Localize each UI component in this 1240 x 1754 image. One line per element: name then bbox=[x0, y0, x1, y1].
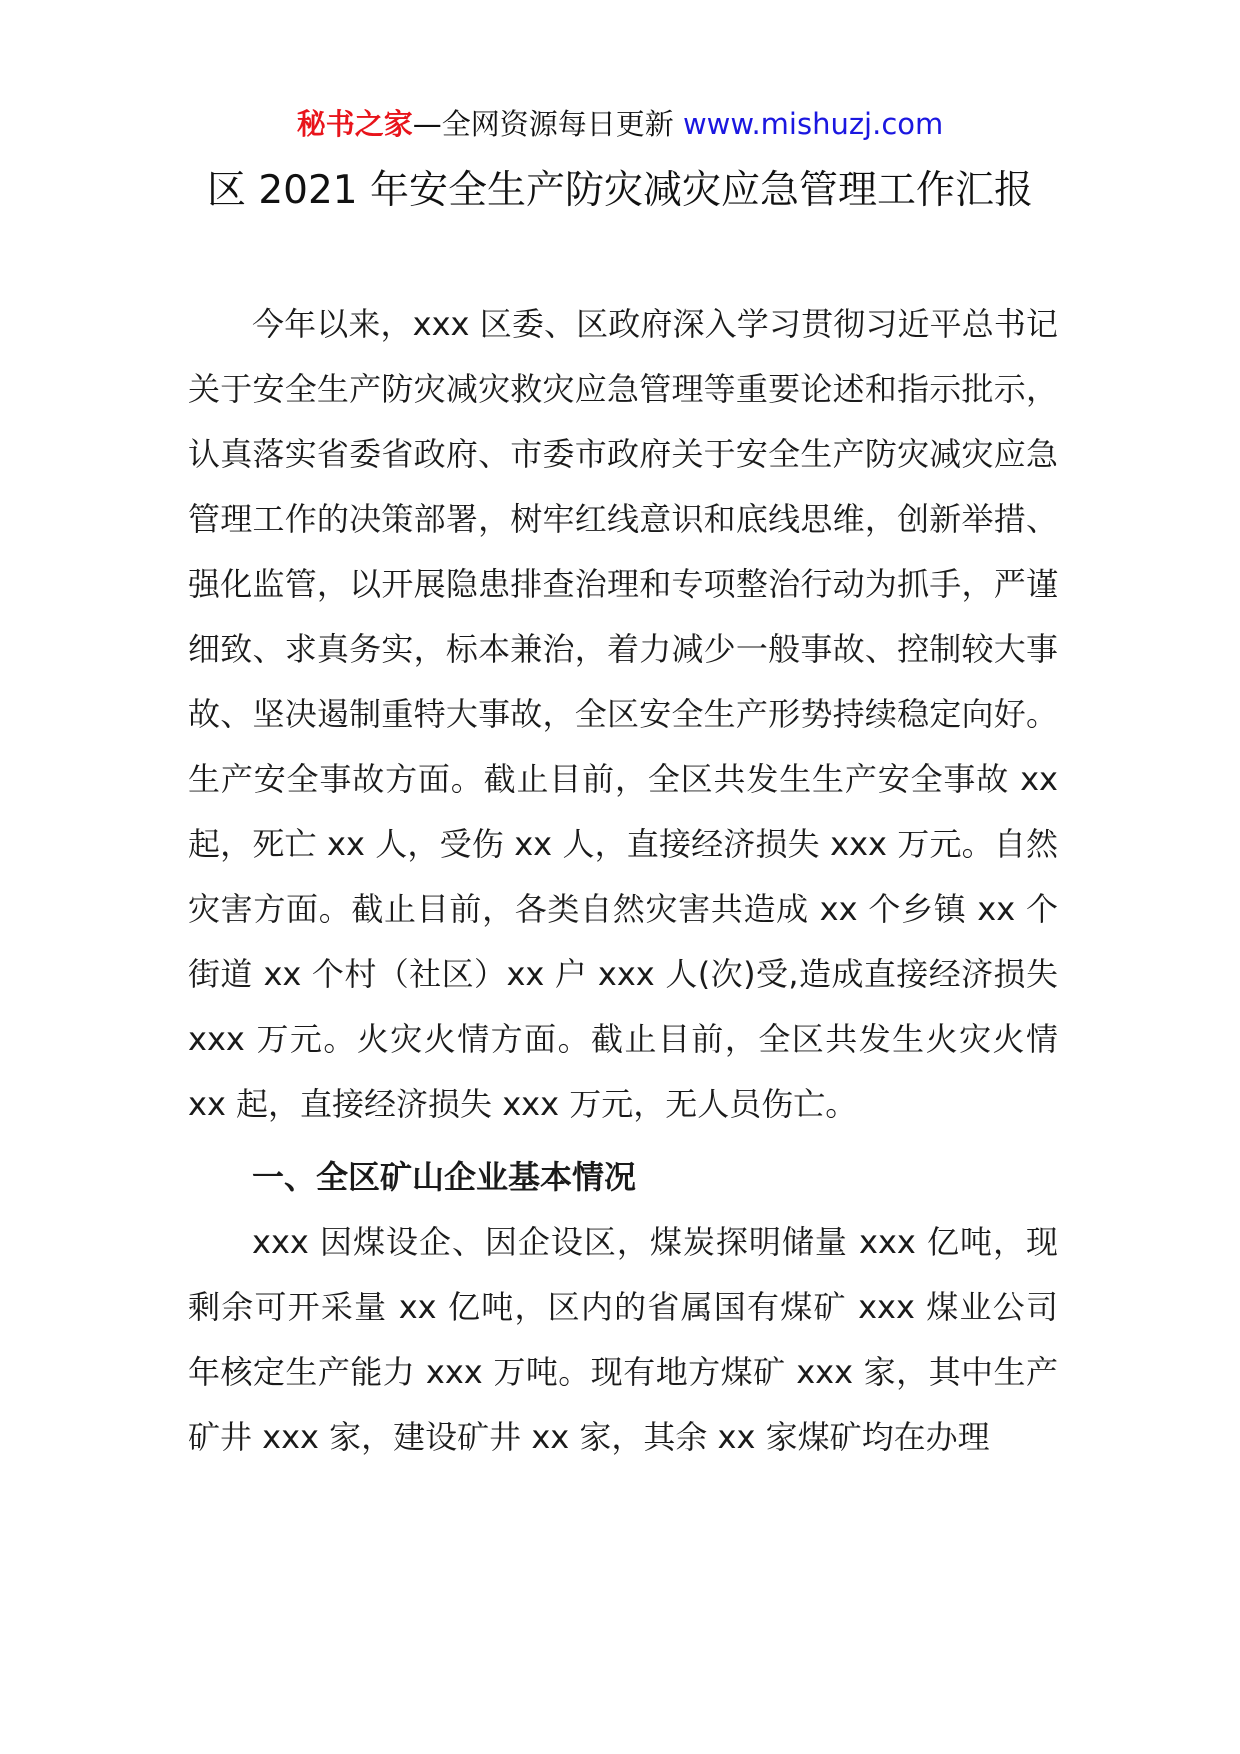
document-title: 区 2021 年安全生产防灾减灾应急管理工作汇报 bbox=[206, 168, 1034, 213]
document-body bbox=[188, 292, 1058, 1470]
section-heading: 一、全区矿山企业基本情况 bbox=[252, 1158, 637, 1196]
site-header bbox=[0, 104, 1240, 144]
site-tagline: —全网资源每日更新 bbox=[412, 107, 674, 141]
intro-paragraph: 今年以来，xxx 区委、区政府深入学习贯彻习近平总书记关于安全生产防灾减灾救灾应急管理等重要论述和指示批示，认真落实省委省政府、市委市政府关于安全生产防灾减灾应急管理工作的决策部署，树牢红线意识和底线思维，创新举措、强化监管，以开展隐患排查治理和专项整治行动为抓手，严谨细致、求真务实，标本兼治，着力减少一般事故、控制较大事故、坚决遏制重特大事故，全区安全生产形势持续稳定向好。生产安全事故方面。截止目前，全区共发生生产安全事故 xx 起，死亡 xx 人，受伤 xx 人，直接经济损失 xxx 万元。自然灾害方面。截止目前，各类自然灾害共造成 xx 个乡镇 xx 个街道 xx 个村（社区）xx 户 xxx 人(次)受,造成直接经济损失 xxx 万元。火灾火情方面。截止目前，全区共发生火灾火情 xx 起，直接经济损失 xxx 万元，无人员伤亡。 bbox=[188, 305, 1058, 1123]
site-url-link[interactable]: www.mishuzj.com bbox=[682, 107, 944, 141]
section-paragraph: xxx 因煤设企、因企设区，煤炭探明储量 xxx 亿吨，现剩余可开采量 xx 亿吨，区内的省属国有煤矿 xxx 煤业公司年核定生产能力 xxx 万吨。现有地方煤矿 xxx 家，其中生产矿井 xxx 家，建设矿井 xx 家，其余 xx 家煤矿均在办理 bbox=[188, 1223, 1058, 1456]
site-brand: 秘书之家 bbox=[296, 107, 413, 141]
